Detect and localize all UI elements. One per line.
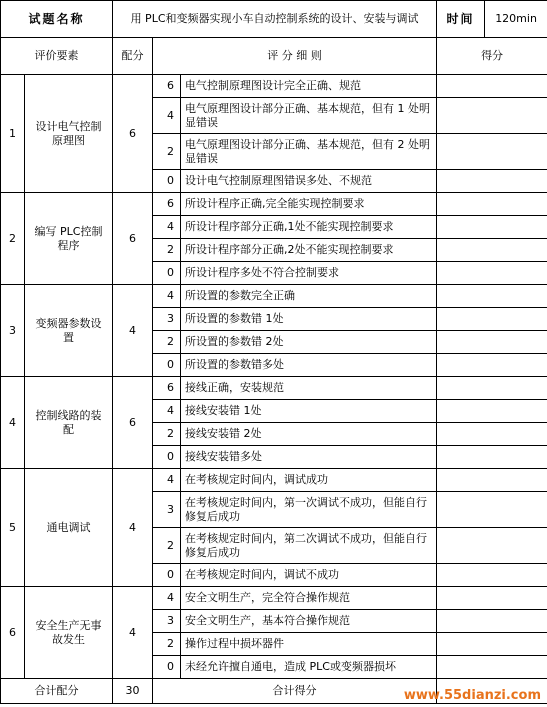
criterion-text: 所设置的参数错 2处 xyxy=(181,331,437,354)
section-points: 4 xyxy=(113,469,153,587)
score-entry-cell[interactable] xyxy=(437,528,547,564)
criterion-text: 电气原理图设计部分正确、基本规范，但有 1 处明显错误 xyxy=(181,98,437,134)
section-index: 2 xyxy=(1,193,25,285)
criterion-text: 所设置的参数完全正确 xyxy=(181,285,437,308)
title-label: 试题名称 xyxy=(1,1,113,38)
criterion-text: 接线正确，安装规范 xyxy=(181,377,437,400)
criterion-score: 4 xyxy=(153,98,181,134)
criterion-score: 3 xyxy=(153,610,181,633)
score-entry-cell[interactable] xyxy=(437,98,547,134)
table-row xyxy=(1,377,547,400)
criterion-text: 接线安装错 1处 xyxy=(181,400,437,423)
criterion-text: 接线安装错多处 xyxy=(181,446,437,469)
col-score: 得分 xyxy=(437,38,547,75)
criterion-score: 2 xyxy=(153,528,181,564)
criterion-score: 0 xyxy=(153,170,181,193)
score-entry-cell[interactable] xyxy=(437,216,547,239)
section-index: 3 xyxy=(1,285,25,377)
score-entry-cell[interactable] xyxy=(437,75,547,98)
criterion-score: 2 xyxy=(153,633,181,656)
criterion-text: 电气控制原理图设计完全正确、规范 xyxy=(181,75,437,98)
criterion-text: 在考核规定时间内，调试不成功 xyxy=(181,564,437,587)
score-entry-cell[interactable] xyxy=(437,262,547,285)
criterion-score: 3 xyxy=(153,492,181,528)
criterion-text: 未经允许擅自通电，造成 PLC或变频器损坏 xyxy=(181,656,437,679)
table-row xyxy=(1,587,547,610)
criterion-score: 2 xyxy=(153,134,181,170)
criterion-text: 安全文明生产，基本符合操作规范 xyxy=(181,610,437,633)
criterion-score: 4 xyxy=(153,587,181,610)
score-entry-cell[interactable] xyxy=(437,469,547,492)
criterion-text: 所设计程序部分正确,2处不能实现控制要求 xyxy=(181,239,437,262)
criterion-text: 在考核规定时间内，第二次调试不成功，但能自行修复后成功 xyxy=(181,528,437,564)
col-points: 配分 xyxy=(113,38,153,75)
criterion-text: 所设置的参数错多处 xyxy=(181,354,437,377)
score-entry-cell[interactable] xyxy=(437,492,547,528)
section-name: 控制线路的装配 xyxy=(25,377,113,469)
criterion-text: 安全文明生产，完全符合操作规范 xyxy=(181,587,437,610)
criterion-text: 所设置的参数错 1处 xyxy=(181,308,437,331)
criterion-text: 在考核规定时间内，调试成功 xyxy=(181,469,437,492)
table-row xyxy=(1,285,547,308)
criterion-score: 6 xyxy=(153,377,181,400)
score-entry-cell[interactable] xyxy=(437,308,547,331)
criterion-text: 所设计程序多处不符合控制要求 xyxy=(181,262,437,285)
table-row xyxy=(1,469,547,492)
section-index: 4 xyxy=(1,377,25,469)
criterion-score: 0 xyxy=(153,354,181,377)
criterion-score: 2 xyxy=(153,331,181,354)
score-entry-cell[interactable] xyxy=(437,423,547,446)
criterion-score: 4 xyxy=(153,469,181,492)
score-entry-cell[interactable] xyxy=(437,656,547,679)
table-row xyxy=(1,75,547,98)
section-index: 1 xyxy=(1,75,25,193)
score-entry-cell[interactable] xyxy=(437,377,547,400)
criterion-score: 6 xyxy=(153,193,181,216)
section-name: 安全生产无事故发生 xyxy=(25,587,113,679)
col-item: 评价要素 xyxy=(1,38,113,75)
col-criteria: 评 分 细 则 xyxy=(153,38,437,75)
watermark: www.55dianzi.com xyxy=(403,688,541,703)
criterion-score: 3 xyxy=(153,308,181,331)
criterion-text: 操作过程中损坏器件 xyxy=(181,633,437,656)
section-index: 5 xyxy=(1,469,25,587)
criterion-score: 6 xyxy=(153,75,181,98)
criterion-score: 4 xyxy=(153,216,181,239)
score-entry-cell[interactable] xyxy=(437,134,547,170)
criterion-score: 0 xyxy=(153,446,181,469)
score-entry-cell[interactable] xyxy=(437,331,547,354)
score-entry-cell[interactable] xyxy=(437,633,547,656)
score-entry-cell[interactable] xyxy=(437,285,547,308)
criterion-text: 接线安装错 2处 xyxy=(181,423,437,446)
section-points: 6 xyxy=(113,75,153,193)
criterion-text: 所设计程序部分正确,1处不能实现控制要求 xyxy=(181,216,437,239)
score-entry-cell[interactable] xyxy=(437,564,547,587)
criterion-score: 2 xyxy=(153,423,181,446)
title-row xyxy=(1,1,547,38)
criterion-text: 设计电气控制原理图错误多处、不规范 xyxy=(181,170,437,193)
score-entry-cell[interactable] xyxy=(437,170,547,193)
title-text: 用 PLC和变频器实现小车自动控制系统的设计、安装与调试 xyxy=(113,1,437,38)
criterion-text: 所设计程序正确,完全能实现控制要求 xyxy=(181,193,437,216)
section-name: 通电调试 xyxy=(25,469,113,587)
section-points: 6 xyxy=(113,193,153,285)
section-name: 编写 PLC控制程序 xyxy=(25,193,113,285)
time-label: 时间 xyxy=(437,1,485,38)
criterion-text: 电气原理图设计部分正确、基本规范，但有 2 处明显错误 xyxy=(181,134,437,170)
score-entry-cell[interactable] xyxy=(437,193,547,216)
criterion-text: 在考核规定时间内，第一次调试不成功，但能自行修复后成功 xyxy=(181,492,437,528)
criterion-score: 0 xyxy=(153,656,181,679)
score-entry-cell[interactable] xyxy=(437,587,547,610)
section-name: 设计电气控制原理图 xyxy=(25,75,113,193)
section-index: 6 xyxy=(1,587,25,679)
score-entry-cell[interactable] xyxy=(437,446,547,469)
criterion-score: 4 xyxy=(153,400,181,423)
section-points: 4 xyxy=(113,285,153,377)
section-points: 6 xyxy=(113,377,153,469)
total-label: 合计配分 xyxy=(1,679,113,704)
section-points: 4 xyxy=(113,587,153,679)
section-name: 变频器参数设置 xyxy=(25,285,113,377)
total-score-label: 合计得分 xyxy=(153,679,437,704)
criterion-score: 4 xyxy=(153,285,181,308)
score-entry-cell[interactable] xyxy=(437,239,547,262)
criterion-score: 0 xyxy=(153,564,181,587)
score-entry-cell[interactable] xyxy=(437,610,547,633)
time-value: 120min xyxy=(485,1,547,38)
criterion-score: 0 xyxy=(153,262,181,285)
score-entry-cell[interactable] xyxy=(437,400,547,423)
criterion-score: 2 xyxy=(153,239,181,262)
score-entry-cell[interactable] xyxy=(437,354,547,377)
column-header-row xyxy=(1,38,547,75)
table-row xyxy=(1,193,547,216)
total-value: 30 xyxy=(113,679,153,704)
